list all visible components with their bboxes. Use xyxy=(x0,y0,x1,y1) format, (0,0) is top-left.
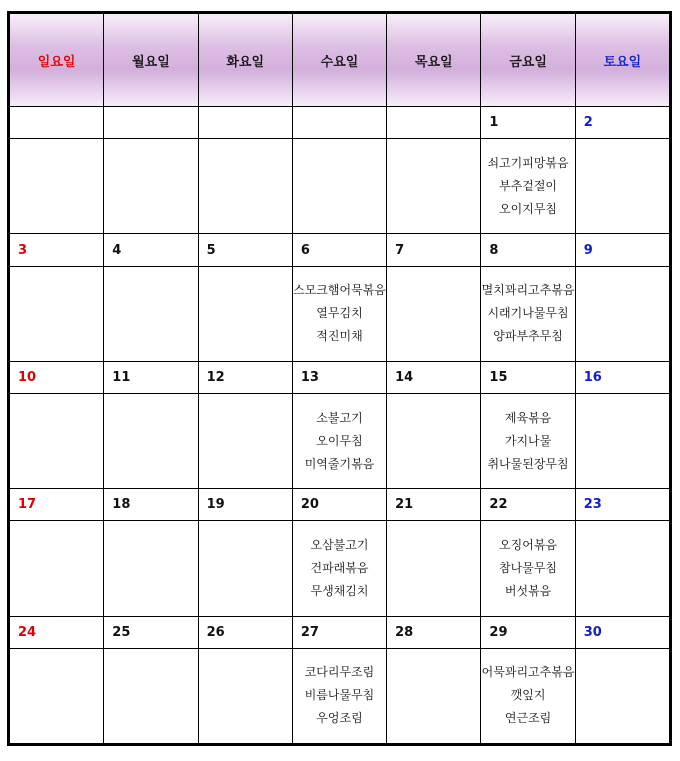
date-row xyxy=(10,616,670,648)
menu-cell-thursday xyxy=(387,394,481,489)
menu-item: 오이지무침 xyxy=(499,201,558,216)
menu-item: 가지나물 xyxy=(504,433,552,448)
weekday-friday: 금요일 xyxy=(481,14,575,107)
menu-cell-sunday xyxy=(10,266,104,361)
menu-cell-sunday xyxy=(10,648,104,743)
date-cell-monday: 25 xyxy=(104,616,198,648)
date-cell-saturday: 30 xyxy=(575,616,669,648)
menu-cell-friday xyxy=(481,394,575,489)
date-cell-tuesday: 5 xyxy=(198,234,292,266)
menu-cell-wednesday xyxy=(292,139,386,234)
menu-cell-sunday xyxy=(10,521,104,616)
weekday-header-row xyxy=(10,14,670,107)
date-cell-thursday: 28 xyxy=(387,616,481,648)
menu-item: 코다리무조림 xyxy=(304,665,375,680)
date-cell-wednesday: 20 xyxy=(292,489,386,521)
date-cell-monday: 4 xyxy=(104,234,198,266)
date-cell-sunday: 24 xyxy=(10,616,104,648)
menu-cell-saturday xyxy=(575,139,669,234)
date-row xyxy=(10,361,670,393)
date-cell-saturday: 23 xyxy=(575,489,669,521)
date-cell-sunday xyxy=(10,107,104,139)
date-cell-thursday: 21 xyxy=(387,489,481,521)
menu-item: 시래기나물무침 xyxy=(487,306,569,321)
menu-cell-sunday xyxy=(10,394,104,489)
menu-item: 쇠고기피망볶음 xyxy=(487,155,569,170)
menu-item: 연근조림 xyxy=(504,711,552,726)
menu-cell-saturday xyxy=(575,394,669,489)
menu-cell-friday xyxy=(481,521,575,616)
menu-cell-monday xyxy=(104,394,198,489)
date-row xyxy=(10,489,670,521)
menu-row xyxy=(10,521,670,616)
menu-row xyxy=(10,394,670,489)
date-cell-friday: 22 xyxy=(481,489,575,521)
menu-cell-monday xyxy=(104,648,198,743)
menu-item: 우엉조림 xyxy=(316,711,363,726)
menu-item: 제육볶음 xyxy=(504,410,552,425)
menu-item: 참나물무침 xyxy=(499,560,558,575)
menu-item: 소불고기 xyxy=(316,410,363,425)
menu-cell-saturday xyxy=(575,266,669,361)
menu-row xyxy=(10,648,670,743)
menu-item: 스모크햄어묵볶음 xyxy=(293,283,386,298)
date-cell-saturday: 9 xyxy=(575,234,669,266)
menu-cell-tuesday xyxy=(198,521,292,616)
date-cell-tuesday: 12 xyxy=(198,361,292,393)
menu-cell-monday xyxy=(104,266,198,361)
menu-item: 무생채김치 xyxy=(310,583,369,598)
weekday-saturday: 토요일 xyxy=(575,14,669,107)
menu-cell-thursday xyxy=(387,266,481,361)
menu-row xyxy=(10,266,670,361)
menu-item: 부추겉절이 xyxy=(499,178,558,193)
menu-cell-tuesday xyxy=(198,266,292,361)
date-cell-friday: 8 xyxy=(481,234,575,266)
menu-item: 멸치꽈리고추볶음 xyxy=(481,283,575,298)
menu-item: 열무김치 xyxy=(316,306,363,321)
date-row xyxy=(10,107,670,139)
menu-cell-wednesday xyxy=(292,648,386,743)
menu-cell-thursday xyxy=(387,139,481,234)
date-cell-thursday: 7 xyxy=(387,234,481,266)
weekday-wednesday: 수요일 xyxy=(292,14,386,107)
menu-item: 어묵꽈리고추볶음 xyxy=(481,665,575,680)
date-cell-tuesday xyxy=(198,107,292,139)
date-cell-friday: 15 xyxy=(481,361,575,393)
menu-item: 적진미채 xyxy=(316,329,363,344)
weekday-tuesday: 화요일 xyxy=(198,14,292,107)
date-cell-sunday: 3 xyxy=(10,234,104,266)
date-cell-wednesday: 6 xyxy=(292,234,386,266)
menu-cell-wednesday xyxy=(292,394,386,489)
menu-item: 깻잎지 xyxy=(510,688,546,703)
menu-row xyxy=(10,139,670,234)
weekday-monday: 월요일 xyxy=(104,14,198,107)
menu-cell-friday xyxy=(481,139,575,234)
date-cell-friday: 29 xyxy=(481,616,575,648)
menu-cell-sunday xyxy=(10,139,104,234)
menu-cell-saturday xyxy=(575,648,669,743)
date-cell-saturday: 16 xyxy=(575,361,669,393)
date-cell-wednesday: 27 xyxy=(292,616,386,648)
menu-item: 취나물된장무침 xyxy=(487,456,569,471)
date-cell-tuesday: 26 xyxy=(198,616,292,648)
date-cell-wednesday: 13 xyxy=(292,361,386,393)
menu-cell-thursday xyxy=(387,648,481,743)
date-cell-sunday: 10 xyxy=(10,361,104,393)
menu-cell-tuesday xyxy=(198,139,292,234)
weekday-sunday: 일요일 xyxy=(10,14,104,107)
date-cell-monday xyxy=(104,107,198,139)
menu-item: 양파부추무침 xyxy=(493,329,563,344)
menu-item: 오징어볶음 xyxy=(499,537,558,552)
menu-cell-saturday xyxy=(575,521,669,616)
menu-cell-thursday xyxy=(387,521,481,616)
date-cell-wednesday xyxy=(292,107,386,139)
menu-cell-monday xyxy=(104,139,198,234)
menu-cell-friday xyxy=(481,648,575,743)
calendar-table xyxy=(9,13,670,744)
menu-item: 미역줄기볶음 xyxy=(304,456,375,471)
calendar-body xyxy=(10,107,670,744)
date-cell-tuesday: 19 xyxy=(198,489,292,521)
menu-item: 오이무침 xyxy=(316,433,363,448)
menu-item: 버섯볶음 xyxy=(504,583,552,598)
weekday-thursday: 목요일 xyxy=(387,14,481,107)
menu-cell-tuesday xyxy=(198,648,292,743)
menu-cell-tuesday xyxy=(198,394,292,489)
menu-item: 건파래볶음 xyxy=(310,560,369,575)
date-cell-thursday: 14 xyxy=(387,361,481,393)
date-row xyxy=(10,234,670,266)
menu-cell-wednesday xyxy=(292,266,386,361)
date-cell-thursday xyxy=(387,107,481,139)
menu-item: 오삼불고기 xyxy=(310,537,369,552)
date-cell-monday: 18 xyxy=(104,489,198,521)
menu-calendar xyxy=(7,11,672,746)
date-cell-friday: 1 xyxy=(481,107,575,139)
date-cell-monday: 11 xyxy=(104,361,198,393)
menu-cell-friday xyxy=(481,266,575,361)
menu-cell-monday xyxy=(104,521,198,616)
menu-item: 비름나물무침 xyxy=(304,688,375,703)
date-cell-saturday: 2 xyxy=(575,107,669,139)
menu-cell-wednesday xyxy=(292,521,386,616)
date-cell-sunday: 17 xyxy=(10,489,104,521)
